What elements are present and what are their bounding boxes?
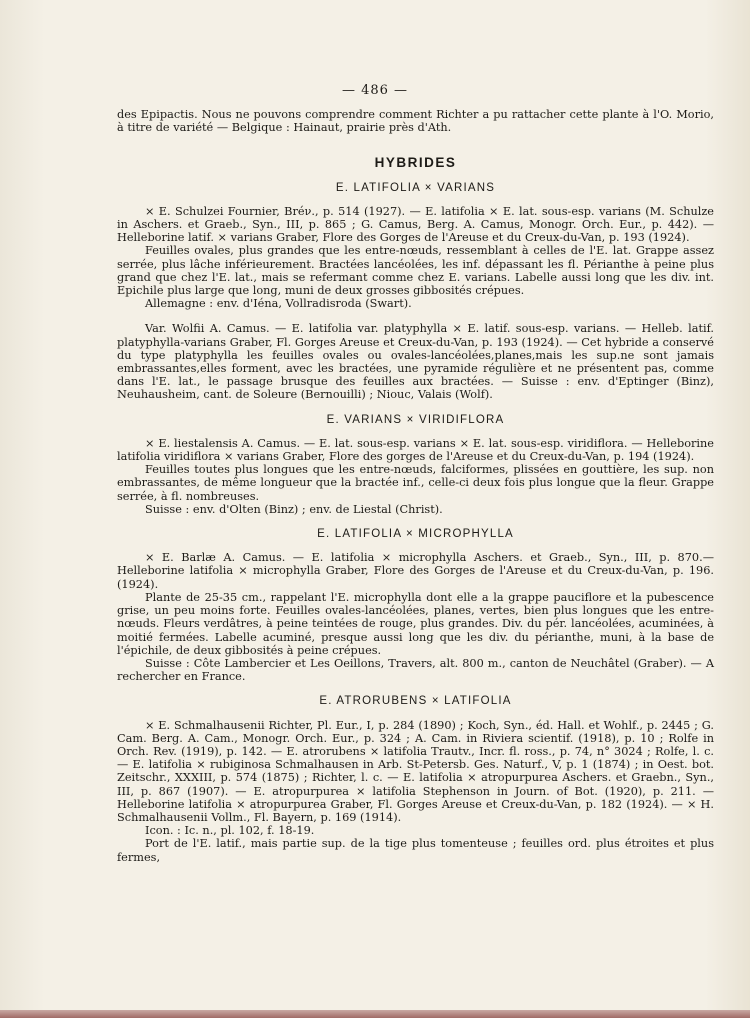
entry — [117, 719, 714, 864]
entry-paragraph: Var. Wolfii A. Camus. — E. latifolia var. platyphylla × E. latif. sous-esp. varians. — Helleb. latif. platyphylla-varians Graber, Fl. Gorges Areuse et Creux-du-Van, p. 193 (1924). — Cet hybride a conservé du type platyphylla les feuilles ovales ou ovales-lancéolées,planes,mais les sup.ne sont jamais embrassantes,elles forment, avec les bractées, une pyramide régulière et ne présentent pas, comme dans l'E. lat., le passage brusque des feuilles aux bractées. — Suisse : env. d'Eptinger (Binz), Neuhausheim, cant. de Soleure (Bernouilli) ; Niouc, Valais (Wolf). — [117, 322, 714, 402]
section-title: E. LATIFOLIA × VARIANS — [335, 181, 496, 194]
entry-paragraph: Suisse : env. d'Olten (Binz) ; env. de Liestal (Christ). — [145, 502, 443, 516]
entry — [117, 551, 714, 683]
section-title: E. VARIANS × VIRIDIFLORA — [326, 413, 505, 426]
book-edge — [0, 1010, 750, 1018]
section-title: E. LATIFOLIA × MICROPHYLLA — [317, 528, 514, 541]
entry — [117, 437, 714, 516]
page-number: — 486 — — [341, 83, 409, 98]
entry — [117, 322, 714, 401]
intro-paragraph: des Epipactis. Nous ne pouvons comprendre comment Richter a pu rattacher cette plante à l'O. Morio, à titre de variété — Belgique : Hainaut, prairie près d'Ath. — [117, 108, 714, 135]
text-column — [117, 108, 714, 876]
entry-paragraph: × E. Barlæ A. Camus. — E. latifolia × microphylla Aschers. et Graeb., Syn., III, p. 870.— Helleborine latifolia × microphylla Graber, Flore des Gorges de l'Areuse et du Creux-du-Van, p. 196. (1924). — [117, 551, 714, 591]
entry-paragraph: Feuilles ovales, plus grandes que les entre-nœuds, ressemblant à celles de l'E. lat. Grappe assez serrée, plus lâche inférieurement. Bractées lancéolées, les inf. dépassant les fl. Périanthe à peine plus grand que chez l'E. lat., mais se refermant comme chez E. varians. Labelle aussi long que les div. int. Epichile plus large que long, muni de deux grosses gibbosités crépues. — [117, 244, 714, 298]
entry-paragraph: Plante de 25-35 cm., rappelant l'E. microphylla dont elle a la grappe pauciflore et la pubescence grise, un peu moins forte. Feuilles ovales-lancéolées, planes, vertes, bien plus longues que les entre-nœuds. Fleurs verdâtres, à peine teintées de rouge, plus grandes. Div. du pér. lancéolées, acuminées, à moitié fermées. Labelle acuminé, presque aussi long que les div. du périanthe, muni, à la base de l'épichile, de deux gibbosités à peine crépues. — [117, 590, 714, 657]
entry-paragraph: × E. Schulzei Fournier, Bréν., p. 514 (1927). — E. latifolia × E. lat. sous-esp. varians (M. Schulze in Aschers. et Graeb., Syn., III, p. 865 ; G. Camus, Berg. A. Camus, Monogr. Orch. Eur., p. 442). — Helleborine latif. × varians Graber, Flore des Gorges de l'Areuse et du Creux-du-Van, p. 193 (1924). — [117, 204, 714, 245]
section-title: E. ATRORUBENS × LATIFOLIA — [319, 695, 512, 708]
entry-paragraph: × E. Schmalhausenii Richter, Pl. Eur., I, p. 284 (1890) ; Koch, Syn., éd. Hall. et Wohlf., p. 2445 ; G. Cam. Berg. A. Cam., Monogr. Orch. Eur., p. 324 ; A. Cam. in Riviera scientif. (1918), p. 10 ; Rolfe in Orch. Rev. (1919), p. 142. — E. atrorubens × latifolia Trautv., Incr. fl. ross., p. 74, n° 3024 ; Rolfe, l. c. — E. latifolia × rubiginosa Schmalhausen in Arb. St-Petersb. Ges. Naturf., V, p. 1 (1874) ; in Oest. bot. Zeitschr., XXXIII, p. 574 (1875) ; Richter, l. c. — E. latifolia × atropurpurea Aschers. et Graebn., Syn., III, p. 867 (1907). — E. atropurpurea × latifolia Stephenson in Journ. of Bot. (1920), p. 211. — Helleborine latifolia × atropurpurea Graber, Fl. Gorges Areuse et Creux-du-Van, p. 182 (1924). — × H. Schmalhausenii Vollm., Fl. Bayern, p. 169 (1914). — [117, 718, 714, 824]
chapter-heading: HYBRIDES — [374, 155, 457, 171]
entry-paragraph: Port de l'E. latif., mais partie sup. de la tige plus tomenteuse ; feuilles ord. plus étroites et plus fermes, — [117, 837, 714, 864]
entry-paragraph: Feuilles toutes plus longues que les entre-nœuds, falciformes, plissées en gouttière, les sup. non embrassantes, de même longueur que la bractée inf., celle-ci deux fois plus longue que la fleur. Grappe serrée, à fl. nombreuses. — [117, 463, 714, 503]
entry-paragraph: Icon. : Ic. n., pl. 102, f. 18-19. — [145, 824, 315, 838]
entry-paragraph: Allemagne : env. d'Iéna, Vollradisroda (Swart). — [145, 297, 412, 311]
entry-paragraph: Suisse : Côte Lambercier et Les Oeillons, Travers, alt. 800 m., canton de Neuchâtel (Graber). — A rechercher en France. — [117, 656, 714, 684]
entry-paragraph: × E. liestalensis A. Camus. — E. lat. sous-esp. varians × E. lat. sous-esp. viridiflora. — Helleborine latifolia viridiflora × varians Graber, Flore des gorges de l'Areuse et du Creux-du-Van, p. 194 (1924). — [117, 436, 714, 464]
entry — [117, 205, 714, 311]
